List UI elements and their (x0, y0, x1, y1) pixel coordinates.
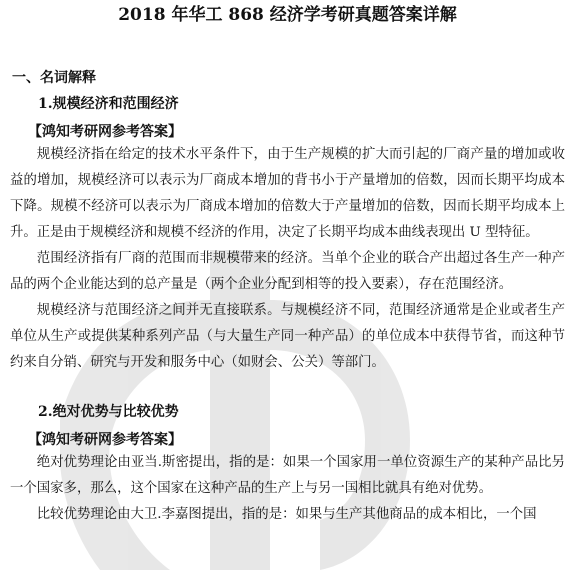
paragraph: 规模经济与范围经济之间并无直接联系。与规模经济不同，范围经济通常是企业或者生产单位从生产或提供某种系列产品（与大量生产同一种产品）的单位成本中获得节省，而这种节约来自分销、研究与开发和服务中心（如财会、公关）等部门。 (10, 303, 565, 370)
spacer (0, 376, 575, 394)
paragraph: 比较优势理论由大卫.李嘉图提出，指的是：如果与生产其他商品的成本相比，一个国 (36, 507, 537, 522)
question-heading: 2.绝对优势与比较优势 (38, 404, 179, 420)
paragraph: 规模经济指在给定的技术水平条件下，由于生产规模的扩大而引起的厂商产量的增加或收益的增加，规模经济可以表示为厂商成本增加的背书小于产量增加的倍数，因而长期平均成本下降。规模不经济可以表示为厂商成本增加的倍数大于产量增加的倍数，因而长期平均成本上升。正是由于规模经济和规模不经济的作用，决定了长期平均成本曲线表现出 U 型特征。 (10, 147, 565, 240)
section-heading: 一、名词解释 (12, 70, 96, 86)
paragraph: 绝对优势理论由亚当.斯密提出，指的是：如果一个国家用一单位资源生产的某种产品比另一个国家多，那么，这个国家在这种产品的生产上与另一国相比就具有绝对优势。 (10, 455, 565, 496)
question-heading: 1.规模经济和范围经济 (38, 96, 179, 112)
document-title: 2018 年华工 868 经济学考研真题答案详解 (118, 5, 457, 25)
answer-tag: 【鸿知考研网参考答案】 (28, 432, 182, 448)
paragraph: 范围经济指有厂商的范围而非规模带来的经济。当单个企业的联合产出超过各生产一种产品的两个企业能达到的总产量是（两个企业分配到相等的投入要素），存在范围经济。 (10, 251, 565, 292)
answer-tag: 【鸿知考研网参考答案】 (28, 124, 182, 140)
